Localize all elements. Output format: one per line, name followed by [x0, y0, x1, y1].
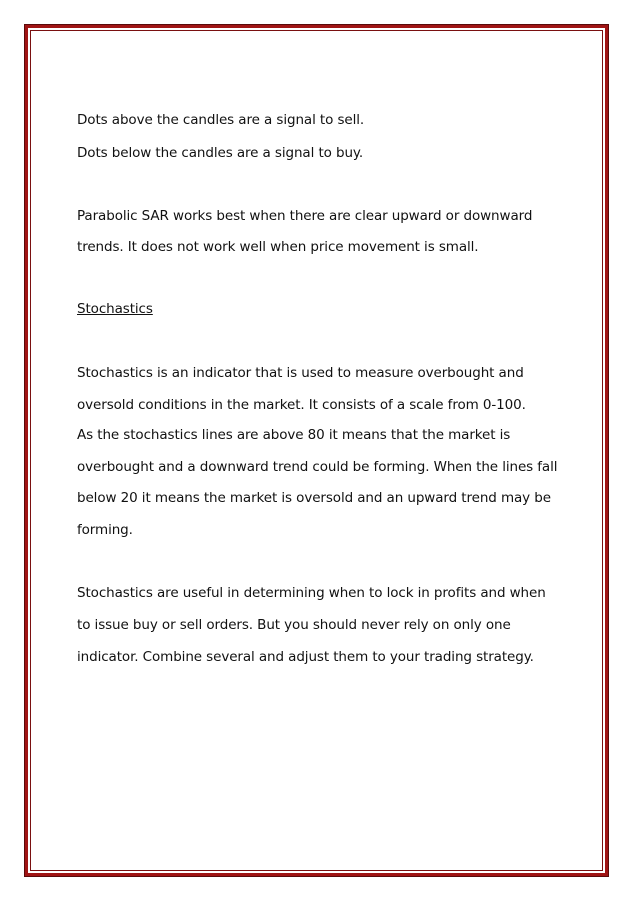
paragraph-line: As the stochastics lines are above 80 it means that the market is — [77, 427, 511, 443]
paragraph-line: Dots above the candles are a signal to sell. — [77, 112, 365, 128]
paragraph-line: indicator. Combine several and adjust them to your trading strategy. — [77, 649, 534, 665]
paragraph-line: Dots below the candles are a signal to buy. — [77, 145, 364, 161]
paragraph-line: to issue buy or sell orders. But you should never rely on only one — [77, 617, 511, 633]
paragraph-line: trends. It does not work well when price movement is small. — [77, 239, 479, 255]
paragraph-line: forming. — [77, 522, 133, 538]
paragraph-line: Parabolic SAR works best when there are clear upward or downward — [77, 208, 533, 224]
paragraph-line: oversold conditions in the market. It consists of a scale from 0-100. — [77, 397, 526, 413]
section-heading-stochastics: Stochastics — [77, 301, 153, 317]
paragraph-line: overbought and a downward trend could be forming. When the lines fall — [77, 459, 558, 475]
paragraph-line: Stochastics are useful in determining when to lock in profits and when — [77, 585, 546, 601]
paragraph-line: below 20 it means the market is oversold and an upward trend may be — [77, 490, 551, 506]
paragraph-line: Stochastics is an indicator that is used to measure overbought and — [77, 365, 524, 381]
